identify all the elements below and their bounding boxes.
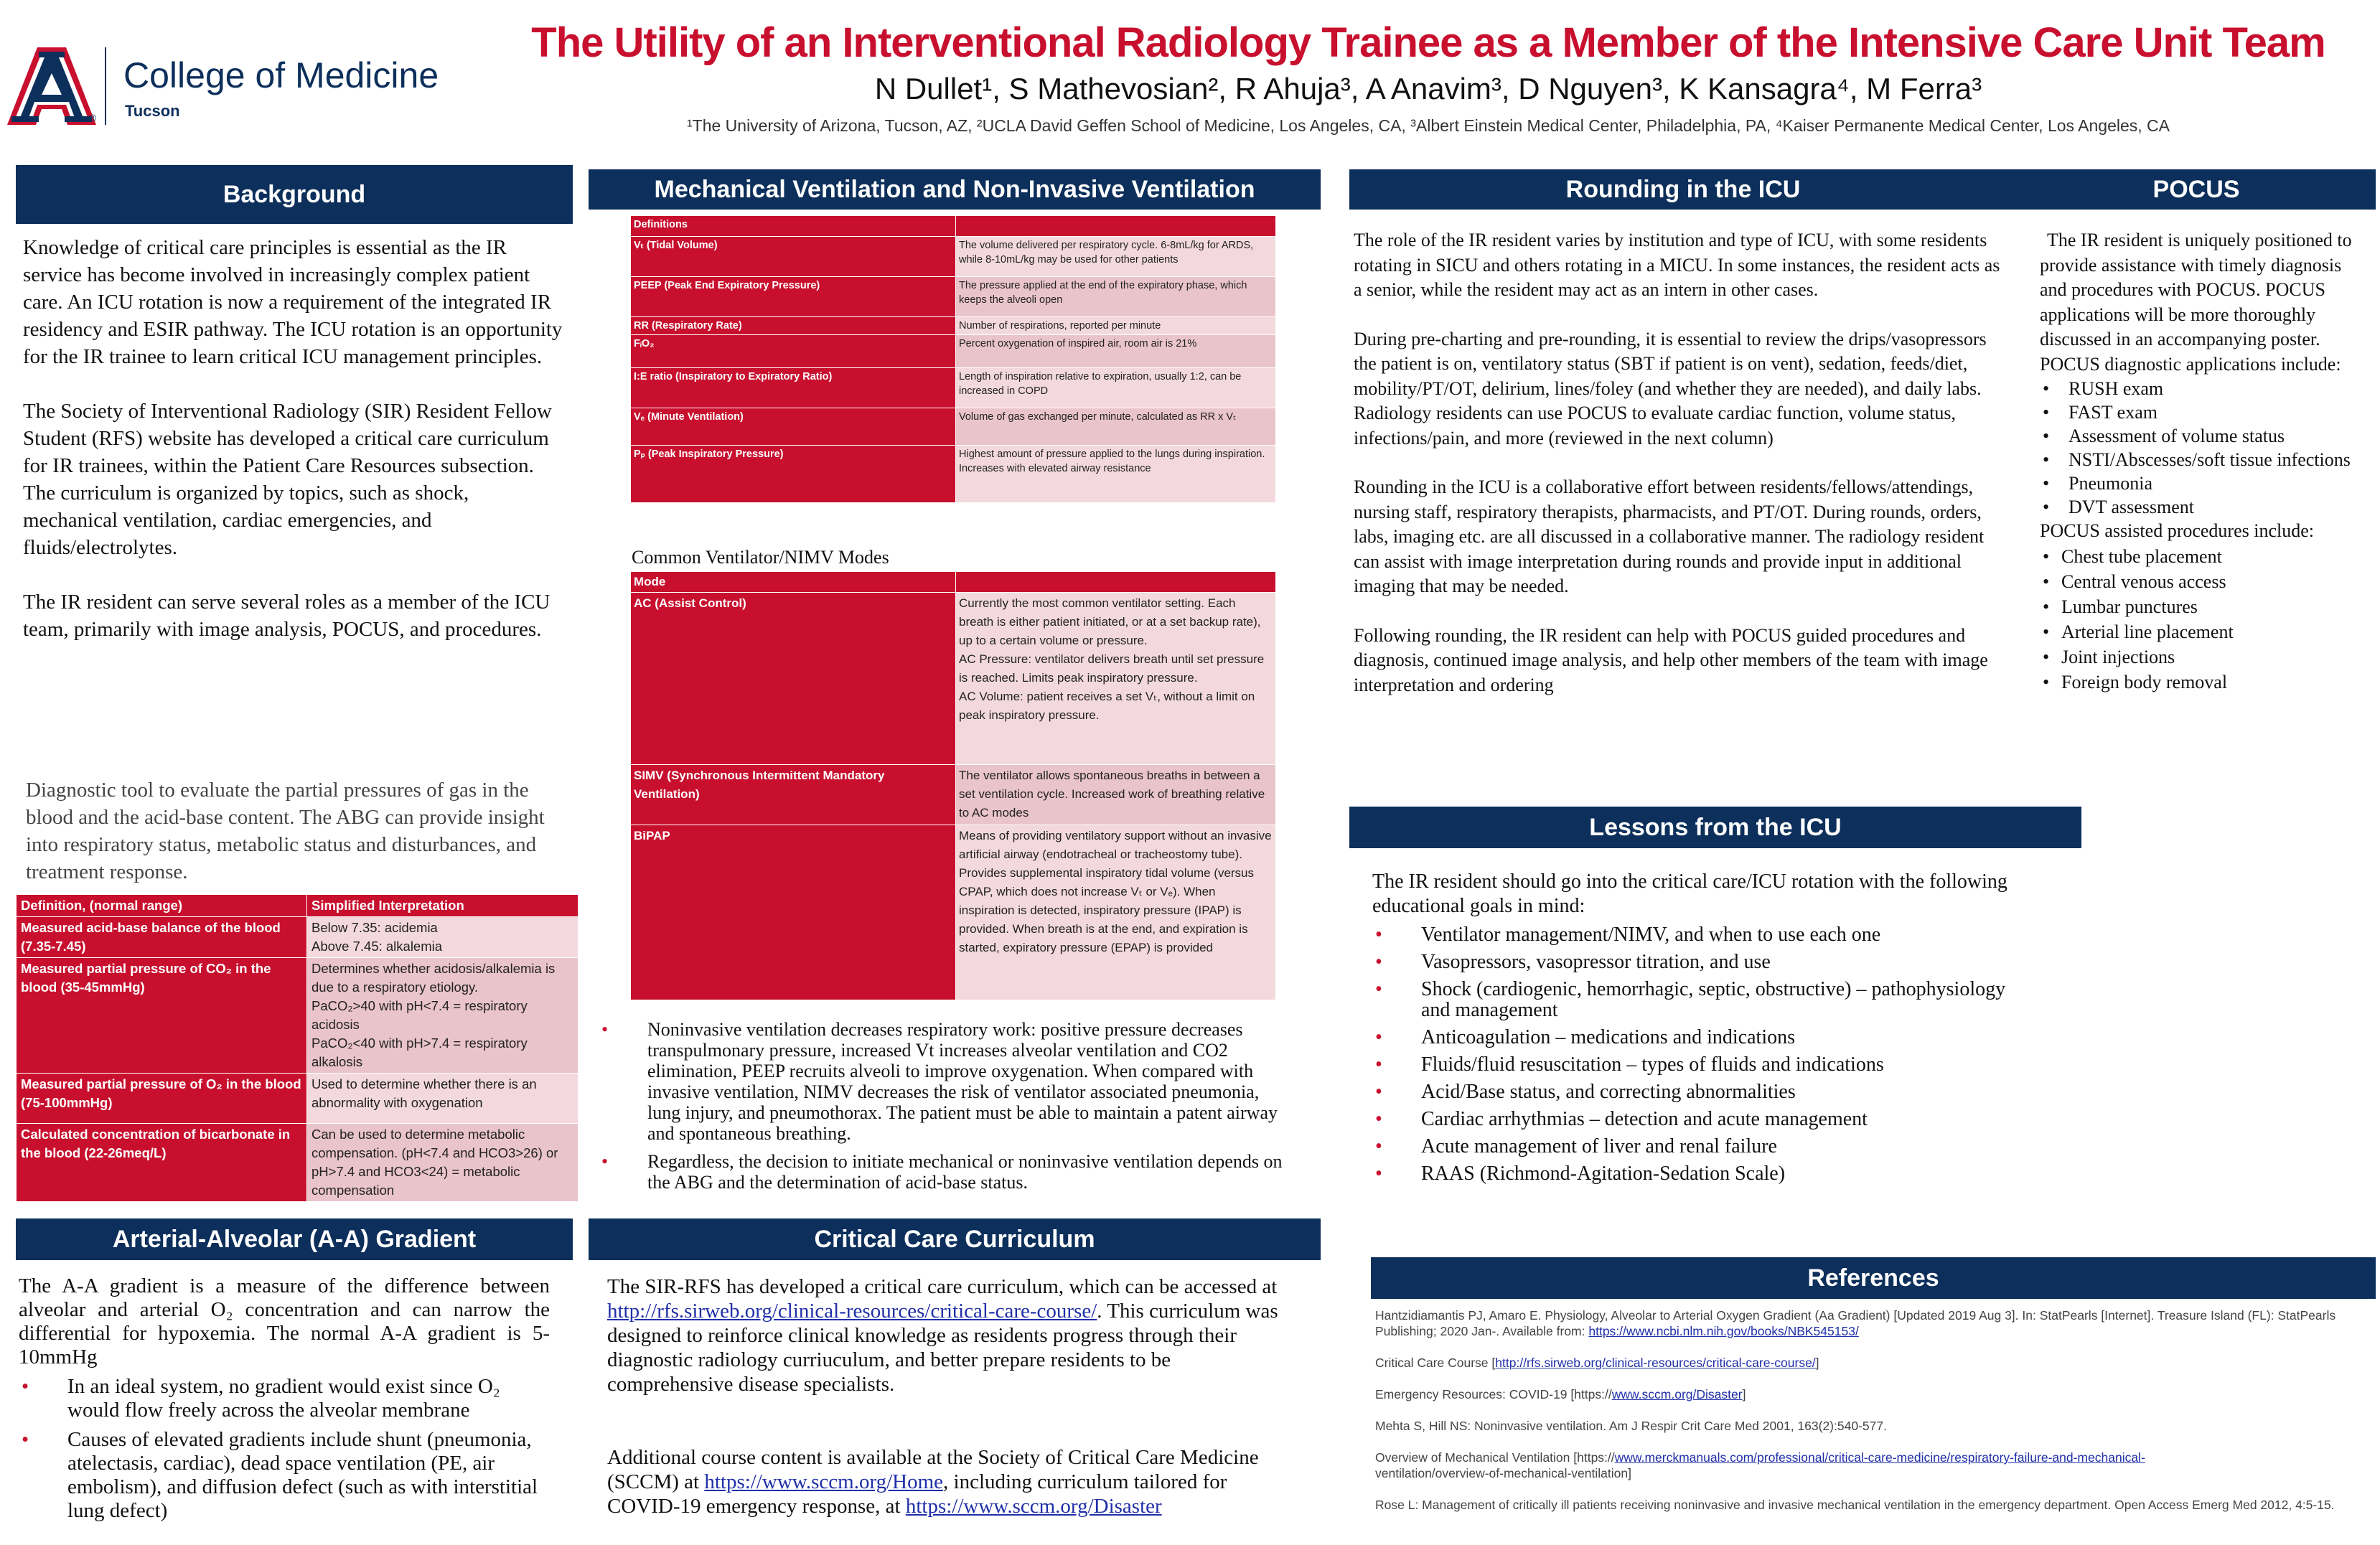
mv-definitions-table — [630, 215, 1276, 503]
abg-row-value: Below 7.35: acidemia Above 7.45: alkalemia — [307, 917, 578, 958]
background-text — [23, 234, 563, 667]
reference-item: Mehta S, Hill NS: Noninvasive ventilation. Am J Respir Crit Care Med 2001, 163(2):540-577. — [1375, 1419, 1887, 1433]
abg-row-value: Determines whether acidosis/alkalemia is due to a respiratory etiology. PaCO₂>40 with pH<7.4 = respiratory acidosis PaCO₂<40 with pH>7.4 = respiratory alkalosis — [307, 958, 578, 1074]
list-item: • Pneumonia — [2040, 471, 2370, 495]
abg-row-key: Measured partial pressure of CO₂ in the blood (35-45mmHg) — [17, 958, 307, 1074]
pocus-text — [2040, 228, 2370, 695]
list-item: • RUSH exam — [2040, 377, 2370, 400]
mv-def-term: RR (Respiratory Rate) — [631, 317, 956, 335]
abg-table — [16, 894, 578, 1202]
aa-gradient-text — [19, 1274, 550, 1523]
pocus-diagnostic-label: POCUS diagnostic applications include: — [2040, 353, 2341, 375]
reference-item: Rose L: Management of critically ill patients receiving noninvasive and invasive mechanical ventilation in the emergency department. Open Access Emerg Med 2012, 4:5-15. — [1375, 1498, 2335, 1512]
mv-def-value: Highest amount of pressure applied to the lungs during inspiration. Increases with elevated airway resistance — [956, 446, 1276, 503]
list-item: • Central venous access — [2040, 569, 2370, 594]
table-row — [631, 825, 1276, 1000]
list-item: • Anticoagulation – medications and indications — [1372, 1027, 2018, 1048]
table-row — [631, 368, 1276, 408]
mv-def-value: Length of inspiration relative to expiration, usually 1:2, can be increased in COPD — [956, 368, 1276, 408]
abg-row-key: Measured acid-base balance of the blood (7.35-7.45) — [17, 917, 307, 958]
mv-def-value: The volume delivered per respiratory cycle. 6-8mL/kg for ARDS, while 8-10mL/kg may be used for other patients — [956, 237, 1276, 277]
pocus-procedures-list — [2040, 544, 2370, 695]
pocus-diagnostic-list — [2040, 377, 2370, 519]
reference-item: Emergency Resources: COVID-19 [https://www.sccm.org/Disaster] — [1375, 1387, 1746, 1401]
table-row — [17, 1074, 578, 1124]
references-heading: References — [1371, 1257, 2376, 1299]
mv-def-value: Percent oxygenation of inspired air, room air is 21% — [956, 335, 1276, 368]
merck-reference-link[interactable]: www.merckmanuals.com/professional/critical-care-medicine/respiratory-failure-and-mechanical- — [1614, 1450, 2145, 1465]
list-item: • Noninvasive ventilation decreases respiratory work: positive pressure decreases transpulmonary pressure, increased Vt increases alveolar ventilation and CO2 elimination, PEEP recruits alveoli to improve oxygenation. When compared with invasive ventilation, NIMV decreases the risk of ventilator associated pneumonia, lung injury, and pneumothorax. The patient must be able to maintain a patent airway and spontaneous breathing. — [599, 1019, 1288, 1144]
table-row — [631, 593, 1276, 765]
list-item: • Regardless, the decision to initiate mechanical or noninvasive ventilation depends on the ABG and the determination of acid-base status. — [599, 1151, 1288, 1193]
mv-notes — [599, 1019, 1288, 1193]
list-item: • NSTI/Abscesses/soft tissue infections — [2040, 448, 2370, 471]
mv-def-term: Vₜ (Tidal Volume) — [631, 237, 956, 277]
table-row — [631, 446, 1276, 503]
mv-def-value: Number of respirations, reported per minute — [956, 317, 1276, 335]
list-item: • In an ideal system, no gradient would exist since O₂ would flow freely across the alveolar membrane — [19, 1375, 550, 1422]
mv-mode-name: SIMV (Synchronous Intermittent Mandatory Ventilation) — [631, 765, 956, 825]
lessons-text — [1372, 870, 2018, 1184]
sccm-disaster-link[interactable]: https://www.sccm.org/Disaster — [905, 1495, 1162, 1518]
rounding-paragraph-2: During pre-charting and pre-rounding, it is essential to review the drips/vasopressors the patient is on, ventilatory status (SBT if patient is on vent), sedation, feeds/diet, mobility/PT/OT, delirium, lines/foley (and whether they are needed), and daily labs. Radiology residents can use POCUS to evaluate cardiac function, volume status, infections/pain, and more (reviewed in the next column) — [1354, 328, 1987, 449]
abg-col-interpretation: Simplified Interpretation — [307, 895, 578, 917]
pocus-procedures-label: POCUS assisted procedures include: — [2040, 520, 2315, 541]
list-item: • Fluids/fluid resuscitation – types of fluids and indications — [1372, 1054, 2018, 1075]
table-row — [631, 765, 1276, 825]
list-item: • FAST exam — [2040, 400, 2370, 424]
abg-intro: Diagnostic tool to evaluate the partial pressures of gas in the blood and the acid-base content. The ABG can provide insight into respiratory status, metabolic status and disturbances, and treatment response. — [26, 779, 545, 883]
mv-mode-description: Currently the most common ventilator setting. Each breath is either patient initiated, or at a set backup rate), up to a certain volume or pressure. AC Pressure: ventilator delivers breath until set pressure is reached. Limits peak inspiratory pressure. AC Volume: patient receives a set Vₜ, without a limit on peak inspiratory pressure. — [956, 593, 1276, 765]
mv-def-term: FᵢO₂ — [631, 335, 956, 368]
logo-campus: Tucson — [125, 102, 180, 120]
mv-mode-description: Means of providing ventilatory support without an invasive artificial airway (endotracheal or tracheostomy tube). Provides supplemental inspiratory tidal volume (versus CPAP, which does not increase Vₜ or Vₑ). When inspiration is detected, inspiratory pressure (IPAP) is provided. When breath is at the end, and expiration is started, expiratory pressure (EPAP) is provided — [956, 825, 1276, 1000]
poster-authors: N Dullet¹, S Mathevosian², R Ahuja³, A Anavim³, D Nguyen³, K Kansagra⁴, M Ferra³ — [874, 72, 1982, 105]
table-row — [17, 917, 578, 958]
mv-def-term: I:E ratio (Inspiratory to Expiratory Ratio) — [631, 368, 956, 408]
list-item: • Acid/Base status, and correcting abnormalities — [1372, 1081, 2018, 1102]
mv-modes-table — [630, 571, 1276, 1000]
abg-row-value: Used to determine whether there is an abnormality with oxygenation — [307, 1074, 578, 1124]
abg-row-key: Calculated concentration of bicarbonate in the blood (22-26meq/L) — [17, 1124, 307, 1202]
mv-definitions-header-blank — [956, 216, 1276, 237]
sccm-home-link[interactable]: https://www.sccm.org/Home — [704, 1470, 944, 1493]
mv-modes-header: Mode — [631, 572, 956, 593]
table-row — [17, 958, 578, 1074]
lessons-list — [1372, 924, 2018, 1184]
reference-item: Overview of Mechanical Ventilation [https://www.merckmanuals.com/professional/critical-care-medicine/respiratory-failure-and-mechanical- ventilation/overview-of-mechanical-ventilation] — [1375, 1450, 2145, 1480]
list-item: • Vasopressors, vasopressor titration, and use — [1372, 952, 2018, 972]
mv-def-term: Vₑ (Minute Ventilation) — [631, 408, 956, 446]
table-row — [631, 277, 1276, 317]
mv-mode-description: The ventilator allows spontaneous breaths in between a set ventilation cycle. Increased work of breathing relative to AC modes — [956, 765, 1276, 825]
sccm-disaster-reference-link[interactable]: www.sccm.org/Disaster — [1611, 1387, 1743, 1401]
references-list — [1375, 1307, 2366, 1528]
critical-care-course-reference-link[interactable]: http://rfs.sirweb.org/clinical-resources/critical-care-course/ — [1495, 1356, 1816, 1370]
list-item: • Foreign body removal — [2040, 670, 2370, 695]
mv-mode-name: AC (Assist Control) — [631, 593, 956, 765]
rounding-paragraph-3: Rounding in the ICU is a collaborative effort between residents/fellows/attendings, nursing staff, respiratory therapists, pharmacists, and PT/OT. During rounds, orders, labs, imaging etc. are all discussed in a collaborative manner. The radiology resident can assist with image interpretation during rounds and provide input in additional imaging that may be needed. — [1354, 476, 1985, 596]
lessons-heading: Lessons from the ICU — [1349, 807, 2081, 848]
mv-def-term: PEEP (Peak End Expiratory Pressure) — [631, 277, 956, 317]
curriculum-paragraph-2: Additional course content is available at the Society of Critical Care Medicine (SCCM) at https://www.sccm.org/Home, including curriculum tailored for COVID-19 emergency response, at https://www.sccm.org/Disaster — [607, 1446, 1259, 1518]
poster-title: The Utility of an Interventional Radiology Trainee as a Member of the Intensive Care Unit Team — [531, 19, 2325, 66]
background-paragraph-2: The Society of Interventional Radiology (SIR) Resident Fellow Student (RFS) website has developed a critical care curriculum for IR trainees, within the Patient Care Resources subsection. The curriculum is organized by topics, such as shock, mechanical ventilation, cardiac emergencies, and fluids/electrolytes. — [23, 400, 552, 559]
critical-care-course-link[interactable]: http://rfs.sirweb.org/clinical-resources/critical-care-course/ — [607, 1300, 1097, 1323]
mv-heading: Mechanical Ventilation and Non-Invasive Ventilation — [589, 169, 1321, 210]
pocus-heading: POCUS — [2017, 169, 2376, 210]
aa-gradient-list — [19, 1375, 550, 1523]
reference-item: Hantzidiamantis PJ, Amaro E. Physiology, Alveolar to Arterial Oxygen Gradient (Aa Gradient) [Updated 2019 Aug 3]. In: StatPearls [Internet]. Treasure Island (FL): StatPearls Publishing; 2020 Jan-. Available from: https://www.ncbi.nlm.nih.gov/books/NBK545153/ — [1375, 1308, 2336, 1338]
mv-modes-title: Common Ventilator/NIMV Modes — [632, 547, 889, 568]
rounding-paragraph-4: Following rounding, the IR resident can help with POCUS guided procedures and diagnosis, continued image analysis, and help other members of the team with image interpretation and ordering — [1354, 624, 1988, 695]
rounding-text — [1354, 228, 2007, 722]
list-item: • Joint injections — [2040, 644, 2370, 670]
list-item: • Chest tube placement — [2040, 544, 2370, 569]
reference-item: Critical Care Course [http://rfs.sirweb.org/clinical-resources/critical-care-course/] — [1375, 1356, 1819, 1370]
list-item: • Acute management of liver and renal failure — [1372, 1136, 2018, 1157]
list-item: • Arterial line placement — [2040, 619, 2370, 644]
mv-def-term: Pₚ (Peak Inspiratory Pressure) — [631, 446, 956, 503]
abg-col-definition: Definition, (normal range) — [17, 895, 307, 917]
list-item: • Ventilator management/NIMV, and when to use each one — [1372, 924, 2018, 945]
aa-gradient-intro: The A-A gradient is a measure of the difference between alveolar and arterial O₂ concentration and can narrow the differential for hypoxemia. The normal A-A gradient is 5-10mmHg — [19, 1274, 550, 1368]
university-logo — [4, 44, 99, 128]
logo-divider — [105, 47, 106, 125]
logo-org-name: College of Medicine — [123, 55, 439, 95]
mv-def-value: Volume of gas exchanged per minute, calculated as RR x Vₜ — [956, 408, 1276, 446]
abg-row-value: Can be used to determine metabolic compensation. (pH<7.4 and HCO3>26) or pH>7.4 and HCO3<24) = metabolic compensation — [307, 1124, 578, 1202]
abg-row-key: Measured partial pressure of O₂ in the blood (75-100mmHg) — [17, 1074, 307, 1124]
table-row — [631, 335, 1276, 368]
poster-affiliations: ¹The University of Arizona, Tucson, AZ, ²UCLA David Geffen School of Medicine, Los Angeles, CA, ³Albert Einstein Medical Center, Philadelphia, PA, ⁴Kaiser Permanente Medical Center, Los Angeles, CA — [686, 116, 2170, 135]
list-item: • Assessment of volume status — [2040, 424, 2370, 448]
table-row — [17, 1124, 578, 1202]
background-paragraph-1: Knowledge of critical care principles is essential as the IR service has become involved in increasingly complex patient care. An ICU rotation is now a requirement of the integrated IR residency and ESIR pathway. The ICU rotation is an opportunity for the IR trainee to learn critical ICU management principles. — [23, 236, 563, 368]
logo-registered-mark: ® — [89, 112, 97, 123]
mv-notes-list — [599, 1019, 1288, 1193]
mv-mode-name: BiPAP — [631, 825, 956, 1000]
curriculum-text — [607, 1274, 1296, 1543]
lessons-intro: The IR resident should go into the critical care/ICU rotation with the following educational goals in mind: — [1372, 870, 2007, 917]
mv-def-value: The pressure applied at the end of the expiratory phase, which keeps the alveoli open — [956, 277, 1276, 317]
mv-modes-header-blank — [956, 572, 1276, 593]
background-paragraph-3: The IR resident can serve several roles as a member of the ICU team, primarily with image analysis, POCUS, and procedures. — [23, 591, 551, 641]
background-heading: Background — [16, 165, 573, 224]
list-item: • Shock (cardiogenic, hemorrhagic, septic, obstructive) – pathophysiology and management — [1372, 979, 2018, 1020]
list-item: • DVT assessment — [2040, 495, 2370, 519]
curriculum-paragraph-1: The SIR-RFS has developed a critical care curriculum, which can be accessed at http://rfs.sirweb.org/clinical-resources/critical-care-course/. This curriculum was designed to reinforce clinical knowledge as residents progress through their diagnostic radiology curriuculum, and better prepare residents to be comprehensive disease specialists. — [607, 1275, 1278, 1396]
list-item: • Lumbar punctures — [2040, 594, 2370, 619]
table-row — [631, 317, 1276, 335]
rounding-paragraph-1: The role of the IR resident varies by institution and type of ICU, with some residents rotating in SICU and others rotating in a MICU. In some instances, the resident acts as a senior, while the resident may act as an intern in other cases. — [1354, 230, 2000, 300]
mv-definitions-header: Definitions — [631, 216, 956, 237]
rounding-heading: Rounding in the ICU — [1349, 169, 2017, 210]
pocus-intro: The IR resident is uniquely positioned to provide assistance with timely diagnosis and procedures with POCUS. POCUS applications will be more thoroughly discussed in an accompanying poster. — [2040, 230, 2352, 349]
table-row — [631, 237, 1276, 277]
list-item: • Cardiac arrhythmias – detection and acute management — [1372, 1109, 2018, 1130]
ncbi-reference-link[interactable]: https://www.ncbi.nlm.nih.gov/books/NBK545153/ — [1588, 1324, 1859, 1338]
list-item: • Causes of elevated gradients include shunt (pneumonia, atelectasis, cardiac), dead space ventilation (PE, air embolism), and diffusion defect (such as with interstitial lung defect) — [19, 1428, 550, 1523]
curriculum-heading: Critical Care Curriculum — [589, 1218, 1321, 1260]
list-item: • RAAS (Richmond-Agitation-Sedation Scale) — [1372, 1163, 2018, 1184]
table-row — [631, 408, 1276, 446]
arizona-a-icon — [4, 44, 99, 128]
aa-gradient-heading: Arterial-Alveolar (A-A) Gradient — [16, 1218, 573, 1260]
